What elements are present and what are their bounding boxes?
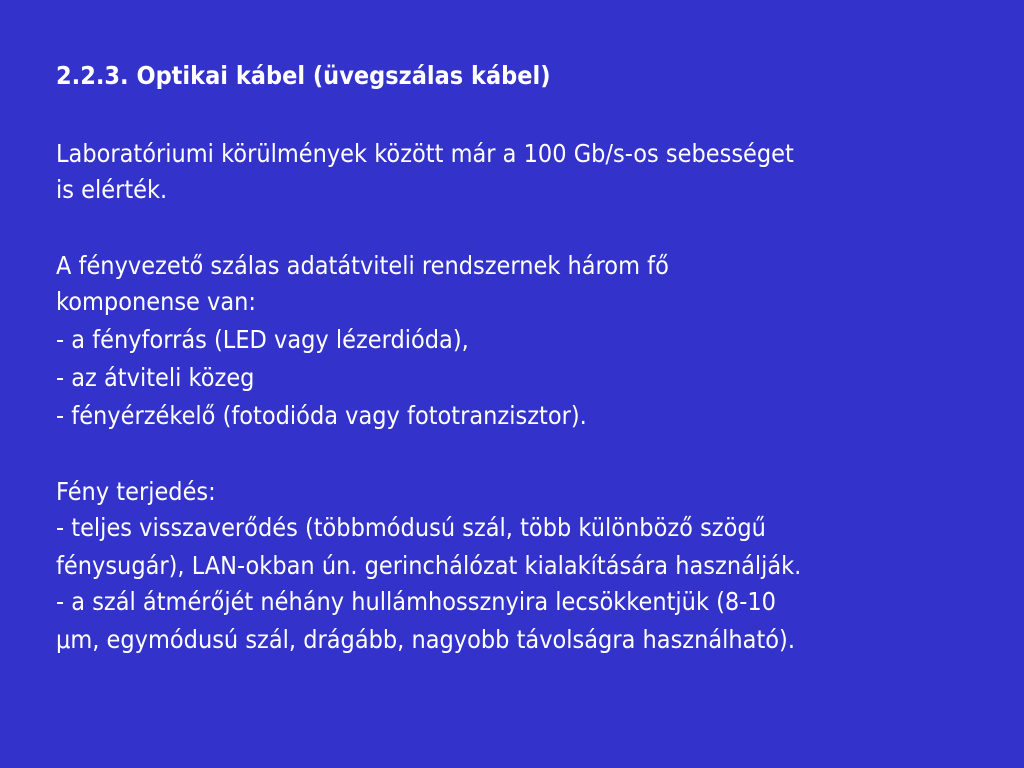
bullet-light-detector: - fényérzékelő (fotodióda vagy fototranzisztor). [56,401,587,430]
paragraph-2-line-2: komponense van: [56,287,256,316]
bullet-transmission-medium: - az átviteli közeg [56,363,255,392]
bullet-single-mode-cont: μm, egymódusú szál, drágább, nagyobb távolságra használható). [56,625,795,654]
bullet-single-mode: - a szál átmérőjét néhány hullámhossznyira lecsökkentjük (8-10 [56,587,776,616]
paragraph-3-heading: Fény terjedés: [56,477,216,506]
paragraph-1-line-1: Laboratóriumi körülmények között már a 100 Gb/s-os sebességet [56,139,794,168]
bullet-total-reflection: - teljes visszaverődés (többmódusú szál, több különböző szögű [56,513,766,542]
bullet-light-source: - a fényforrás (LED vagy lézerdióda), [56,325,469,354]
paragraph-1-line-2: is elérték. [56,175,168,204]
paragraph-2-line-1: A fényvezető szálas adatátviteli rendszernek három fő [56,251,669,280]
slide-title: 2.2.3. Optikai kábel (üvegszálas kábel) [56,61,551,90]
bullet-total-reflection-cont: fénysugár), LAN-okban ún. gerinchálózat kialakítására használják. [56,551,802,580]
